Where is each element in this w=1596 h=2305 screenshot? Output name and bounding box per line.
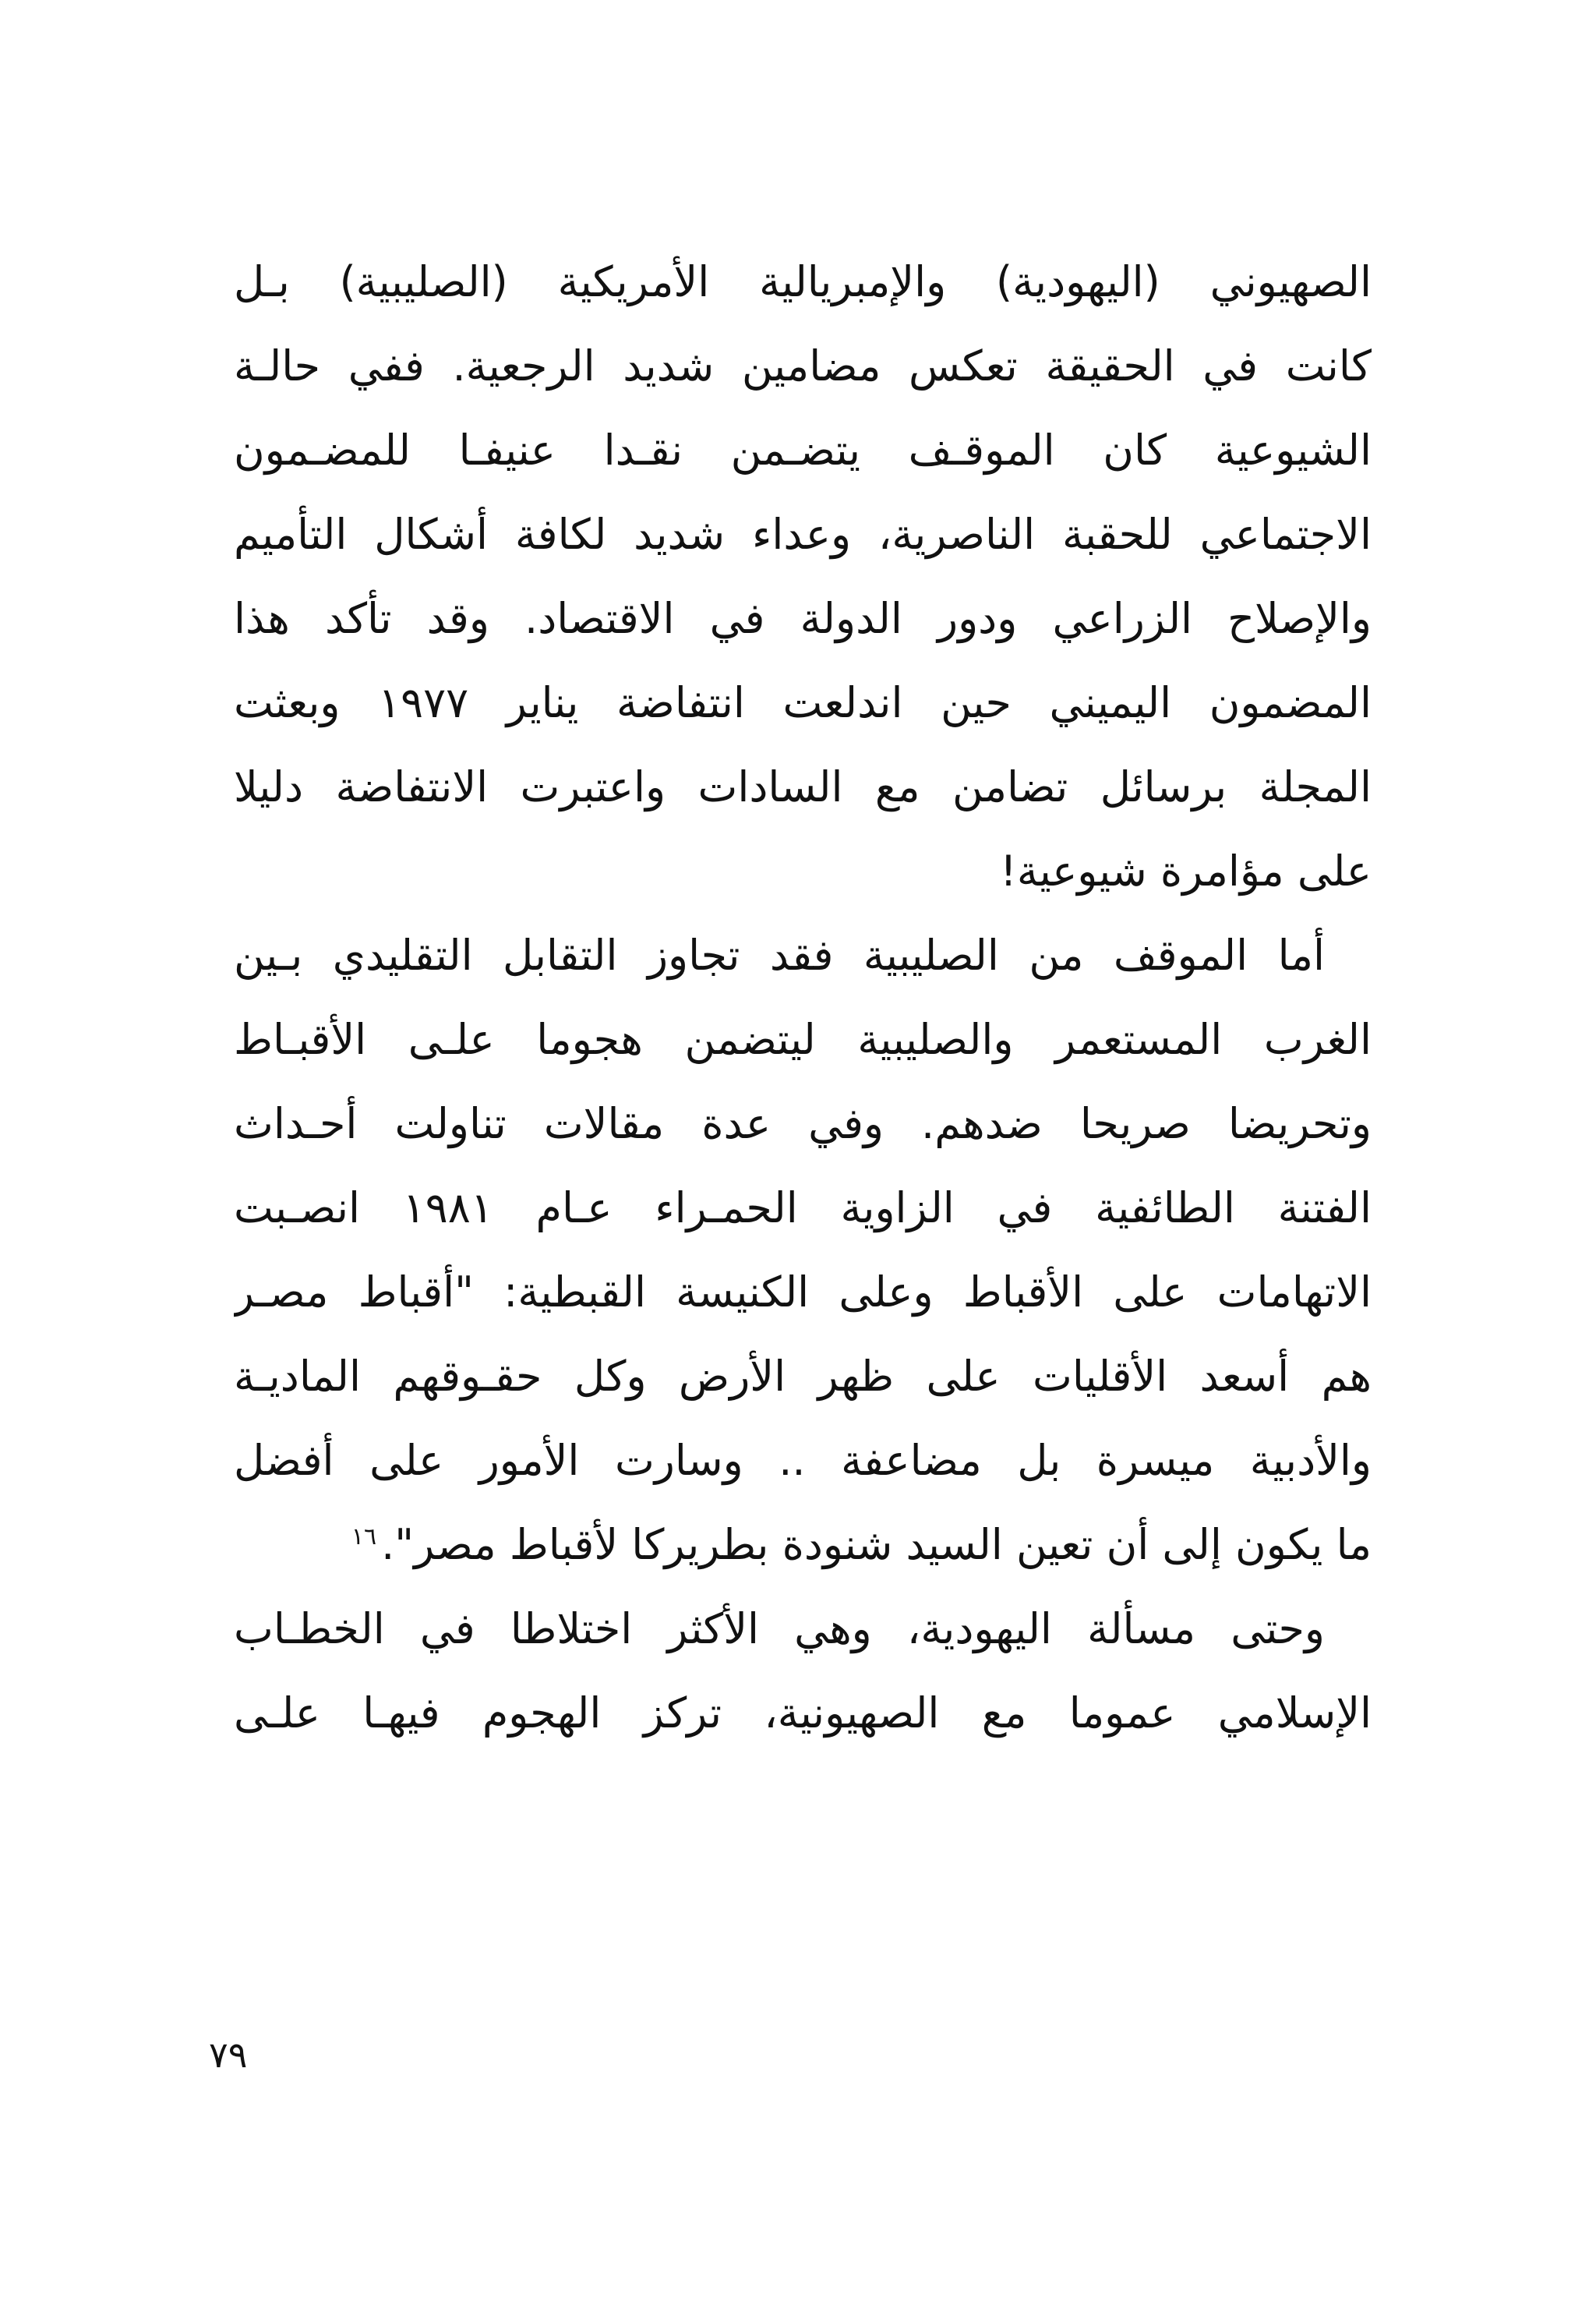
footnote-reference: ١٦	[351, 1523, 377, 1550]
page-number: ٧٩	[209, 2034, 248, 2076]
text-line: الإسلامي عموما مع الصهيونية، تركز الهجوم فيهـا علـى	[234, 1688, 1372, 1738]
text-line: الشيوعية كان الموقـف يتضـمن نقـدا عنيفـا للمضـمون	[234, 426, 1372, 475]
text-line: وتحريضا صريحا ضدهم. وفي عدة مقالات تناولت أحـداث	[234, 1099, 1372, 1148]
text-line: الفتنة الطائفية في الزاوية الحمـراء عـام ١٩٨١ انصـبت	[234, 1183, 1372, 1232]
text-line-with-footnote	[234, 1503, 1372, 1587]
text-line: الصهيوني (اليهودية) والإمبريالية الأمريكية (الصليبية) بـل	[234, 257, 1372, 306]
text-line: والإصلاح الزراعي ودور الدولة في الاقتصاد. وقد تأكد هذا	[234, 594, 1372, 643]
text-line: على مؤامرة شيوعية!	[1000, 847, 1372, 896]
text-line: الاجتماعي للحقبة الناصرية، وعداء شديد لكافة أشكال التأميم	[234, 510, 1372, 559]
text-line: وحتى مسألة اليهودية، وهي الأكثر اختلاطا في الخطـاب	[234, 1604, 1325, 1653]
text-line: الاتهامات على الأقباط وعلى الكنيسة القبطية: "أقباط مصـر	[234, 1267, 1372, 1317]
text-line-content: ما يكون إلى أن تعين السيد شنودة بطريركا لأقباط مصر".	[381, 1520, 1372, 1569]
text-line: أما الموقف من الصليبية فقد تجاوز التقابل التقليدي بـين	[234, 931, 1325, 980]
text-line: كانت في الحقيقة تعكس مضامين شديد الرجعية. ففي حالـة	[234, 341, 1372, 391]
text-line: المجلة برسائل تضامن مع السادات واعتبرت الانتفاضة دليلا	[234, 762, 1372, 811]
body-text	[234, 240, 1372, 1755]
text-line: هم أسعد الأقليات على ظهر الأرض وكل حقـوقهم الماديـة	[234, 1352, 1372, 1401]
text-line: المضمون اليميني حين اندلعت انتفاضة يناير ١٩٧٧ وبعثت	[234, 678, 1372, 727]
text-line: الغرب المستعمر والصليبية ليتضمن هجوما علـى الأقبـاط	[234, 1015, 1372, 1064]
text-line: والأدبية ميسرة بل مضاعفة .. وسارت الأمور على أفضل	[234, 1436, 1372, 1485]
